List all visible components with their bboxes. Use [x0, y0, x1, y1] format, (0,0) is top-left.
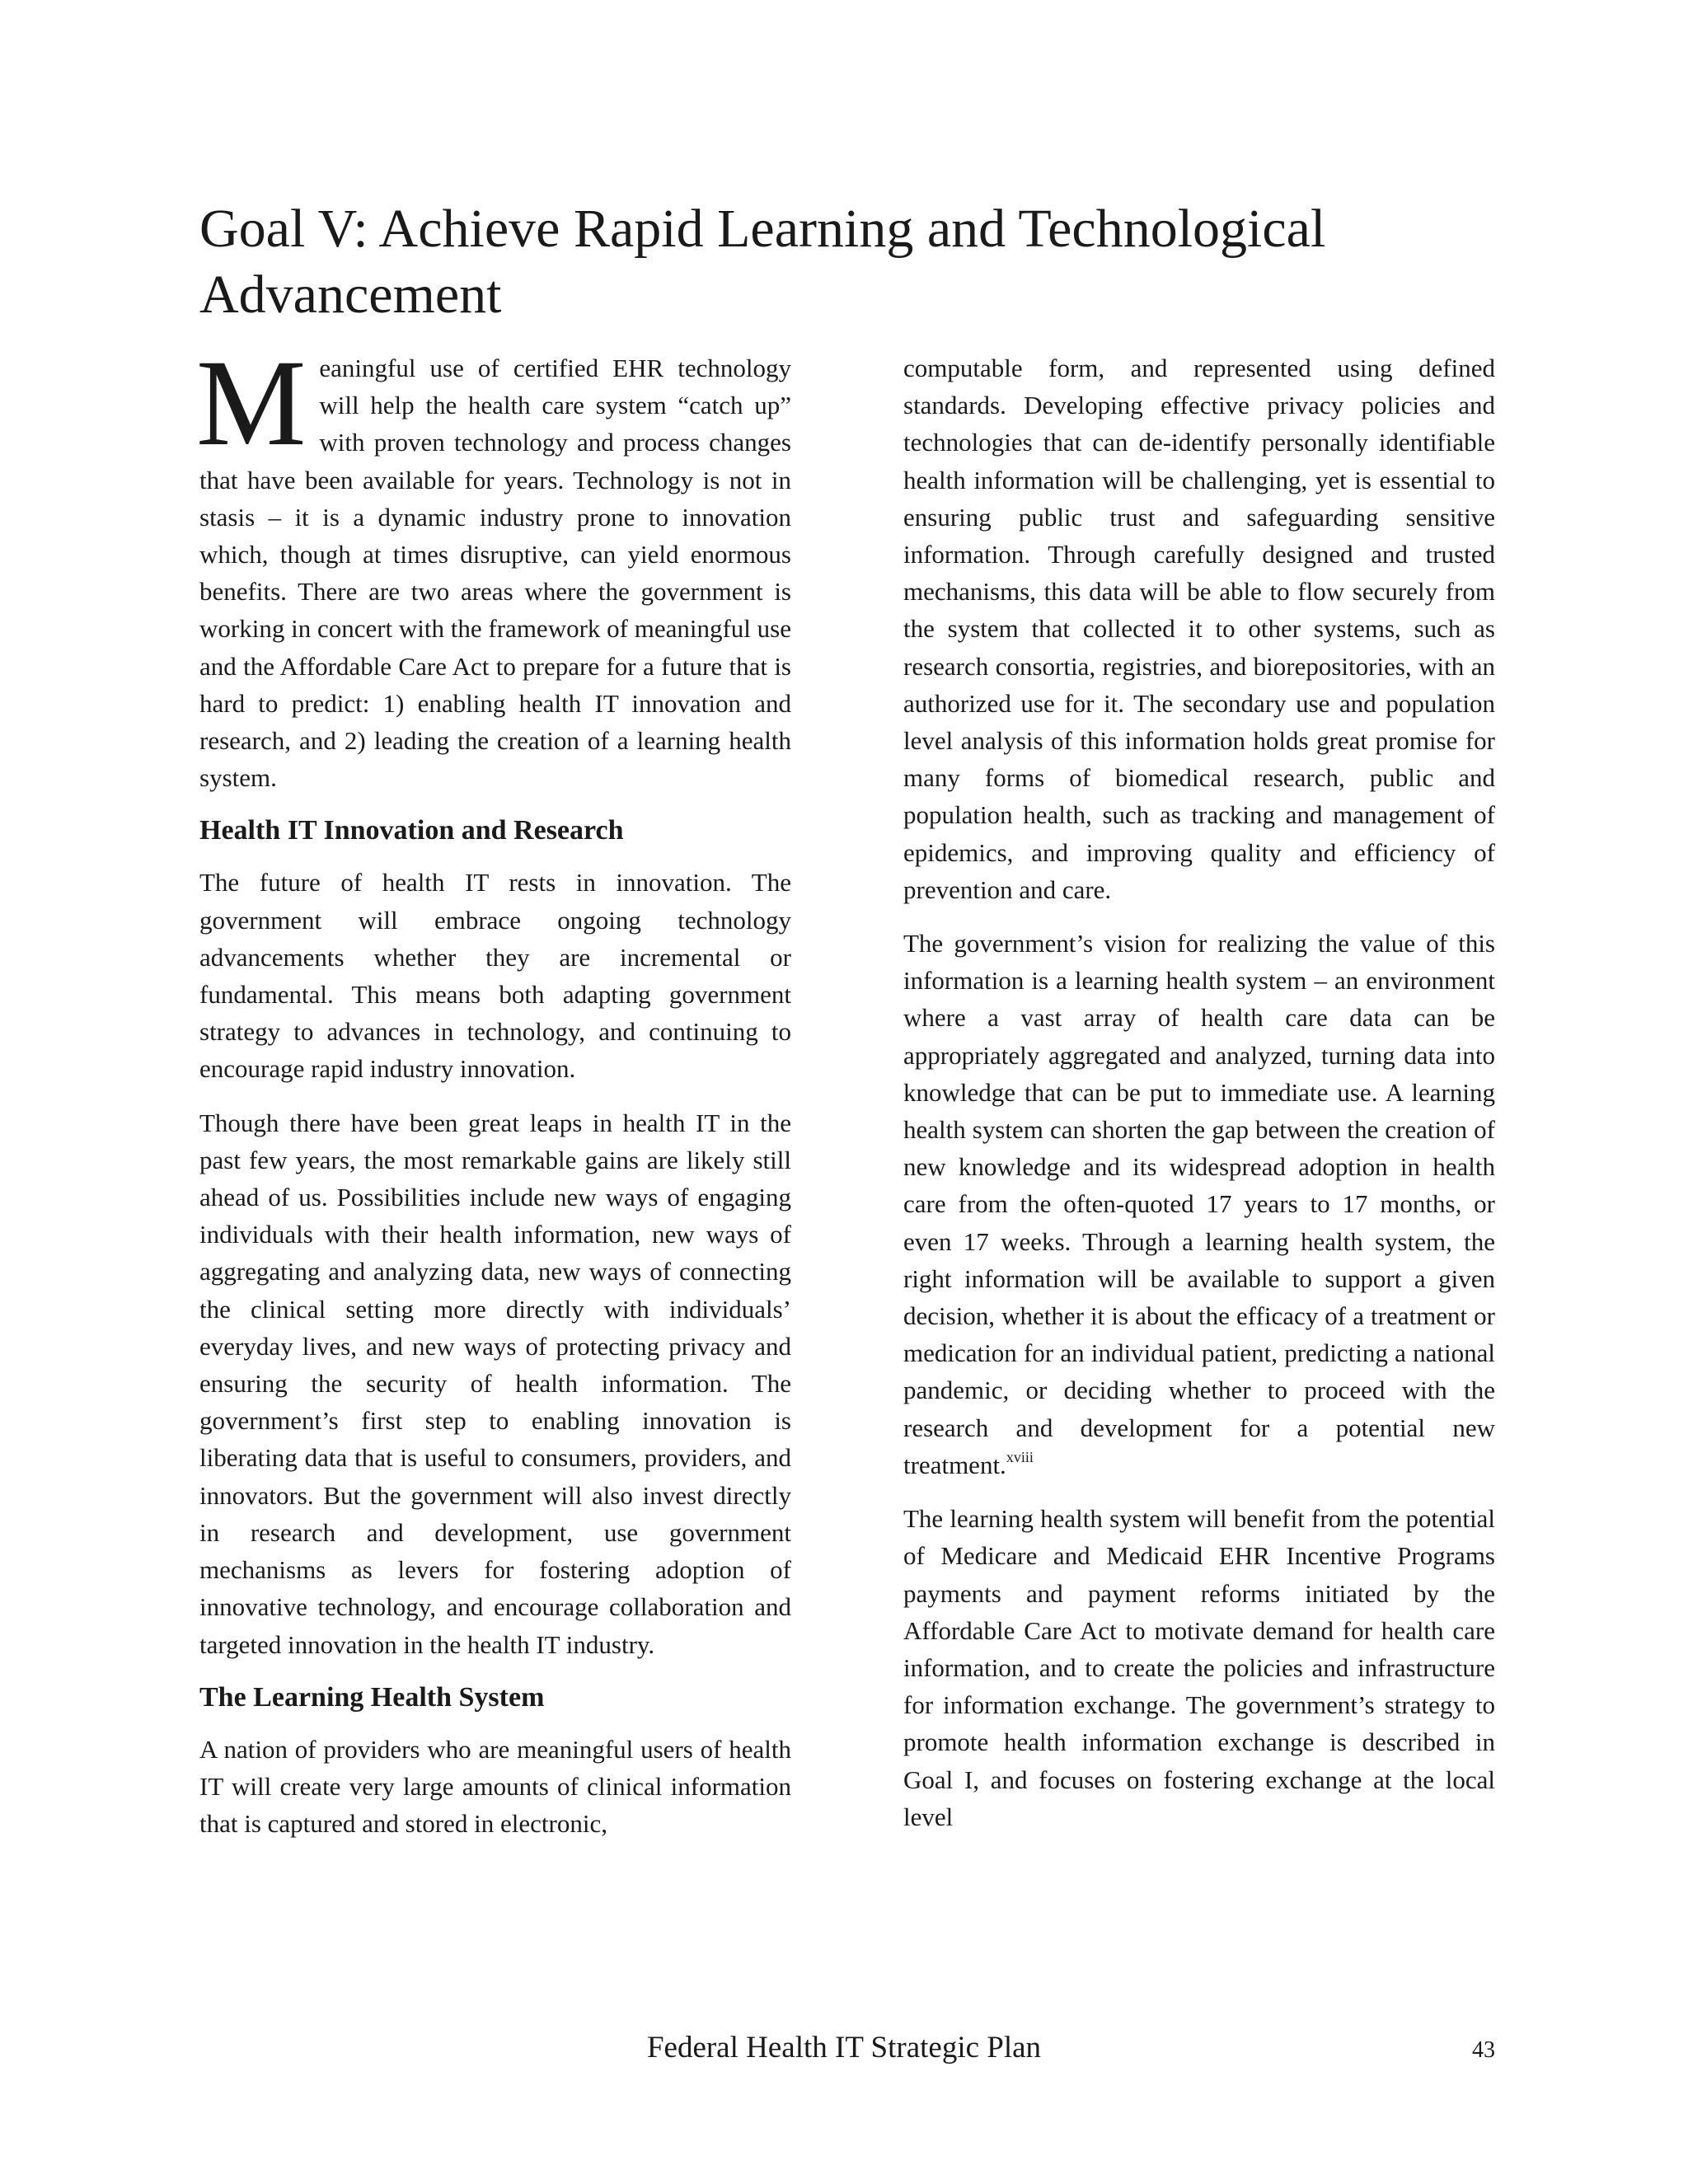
page-number: 43 [1472, 2037, 1495, 2063]
heading-learning-health-system: The Learning Health System [199, 1681, 545, 1713]
intro-text: eaningful use of certified EHR technology will help the health care system “catch up” with proven technology and process changes that have been available for years. Technology is not in stasis – it is a dynamic industry prone to innovation which, though at times disruptive, can yield enormous benefits. There are two areas where the government is working in concert with the framework of meaningful use and the Affordable Care Act to prepare for a future that is hard to predict: 1) enabling health IT innovation and research, and 2) leading the creation of a learning health system. [199, 354, 791, 793]
paragraph-future-of-health-it: The future of health IT rests in innovation. The government will embrace ongoing technology advancements whether they are incremental or fundamental. This means both adapting government strategy to advances in technology, and continuing to encourage rapid industry innovation. [199, 868, 791, 1084]
right-column [903, 349, 1495, 1858]
paragraph-government-vision [903, 925, 1495, 1483]
page-title: Goal V: Achieve Rapid Learning and Technological Advancement [199, 199, 1326, 325]
footer-document-title: Federal Health IT Strategic Plan [646, 2031, 1042, 2064]
paragraph-nation-of-providers: A nation of providers who are meaningful users of health IT will create very large amounts of clinical information that is captured and stored in electronic, [199, 1734, 791, 1839]
footnote-reference[interactable]: xviii [1006, 1448, 1034, 1465]
left-column [196, 335, 791, 1858]
paragraph-computable-form: computable form, and represented using defined standards. Developing effective privacy policies and technologies that can de-identify personally identifiable health information will be challenging, yet is essential to ensuring public trust and safeguarding sensitive information. Through carefully designed and trusted mechanisms, this data will be able to flow securely from the system that collected it to other systems, such as research consortia, registries, and biorepositories, with an authorized use for it. The secondary use and population level analysis of this information holds great promise for many forms of biomedical research, public and population health, such as tracking and management of epidemics, and improving quality and efficiency of prevention and care. [903, 354, 1495, 904]
body-columns [196, 335, 1495, 1858]
drop-cap: M [196, 335, 307, 471]
paragraph-learning-system-benefit: The learning health system will benefit from the potential of Medicare and Medicaid EHR Incentive Programs payments and payment reforms initiated by the Affordable Care Act to motivate demand for health care information, and to create the policies and infrastructure for information exchange. The government’s strategy to promote health information exchange is described in Goal I, and focuses on fostering exchange at the local level [903, 1504, 1495, 1831]
paragraph-great-leaps: Though there have been great leaps in health IT in the past few years, the most remarkable gains are likely still ahead of us. Possibilities include new ways of engaging individuals with their health information, new ways of aggregating and analyzing data, new ways of connecting the clinical setting more directly with individuals’ everyday lives, and new ways of protecting privacy and ensuring the security of health information. The government’s first step to enabling innovation is liberating data that is useful to consumers, providers, and innovators. But the government will also invest directly in research and development, use government mechanisms as levers for fostering adoption of innovative technology, and encourage collaboration and targeted innovation in the health IT industry. [199, 1108, 791, 1659]
intro-paragraph [196, 335, 791, 796]
heading-innovation-research: Health IT Innovation and Research [199, 815, 624, 846]
paragraph-government-vision-text: The government’s vision for realizing the value of this information is a learning health system – an environment where a vast array of health care data can be appropriately aggregated and analyzed, turning data into knowledge that can be put to immediate use. A learning health system can shorten the gap between the creation of new knowledge and its widespread adoption in health care from the often-quoted 17 years to 17 months, or even 17 weeks. Through a learning health system, the right information will be available to support a given decision, whether it is about the efficacy of a treatment or medication for an individual patient, predicting a national pandemic, or deciding whether to proceed with the research and development for a potential new treatment. [903, 929, 1495, 1479]
